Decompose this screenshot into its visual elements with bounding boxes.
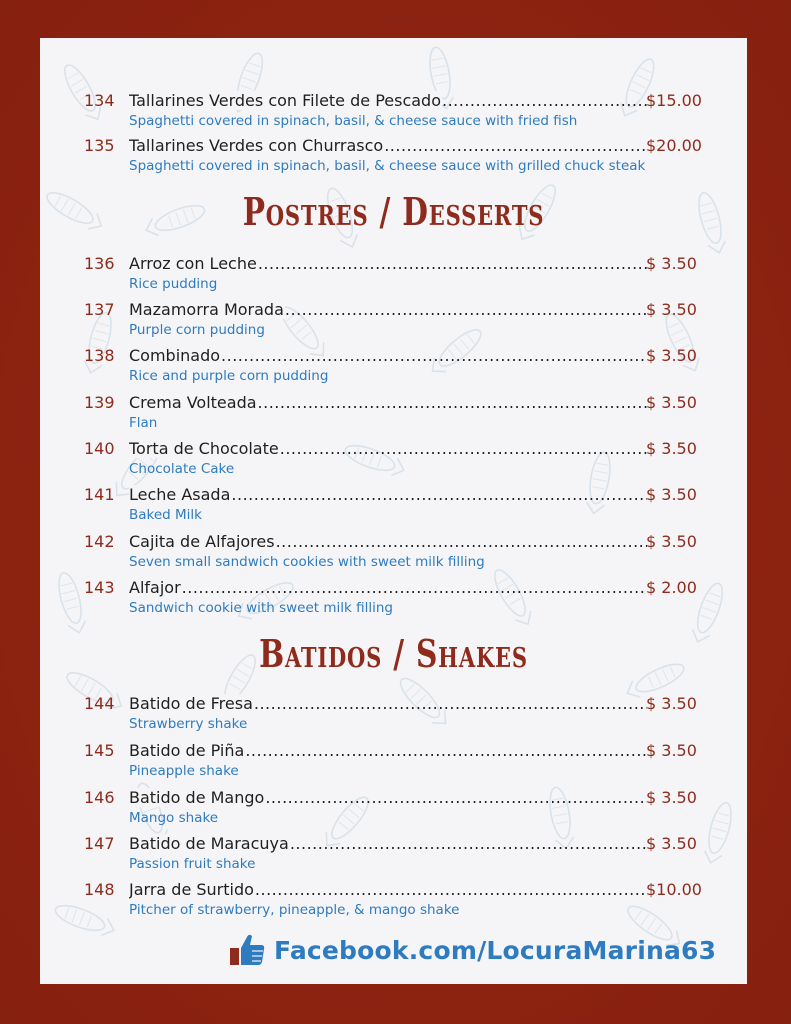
item-name-leader <box>129 880 647 900</box>
item-price: $ 2.00 <box>646 578 697 597</box>
item-number: 147 <box>84 834 115 853</box>
item-name-leader <box>129 439 647 459</box>
item-name-leader <box>129 741 647 761</box>
item-number: 139 <box>84 393 115 412</box>
item-price: $ 3.50 <box>646 694 697 713</box>
item-name-leader <box>129 578 647 598</box>
item-name-leader <box>129 346 647 366</box>
item-number: 143 <box>84 578 115 597</box>
item-name-leader <box>129 254 647 274</box>
item-number: 136 <box>84 254 115 273</box>
item-name-leader <box>129 834 647 854</box>
item-description: Flan <box>129 415 158 431</box>
section-title-shakes: Batidos / Shakes <box>259 631 528 676</box>
section-title-desserts: Postres / Desserts <box>242 189 545 234</box>
item-price: $20.00 <box>646 136 702 155</box>
item-number: 140 <box>84 439 115 458</box>
item-name-leader <box>129 485 647 505</box>
item-price: $ 3.50 <box>646 788 697 807</box>
item-name-leader <box>129 393 647 413</box>
menu-content <box>40 38 747 984</box>
item-description: Chocolate Cake <box>129 461 235 477</box>
item-name: Batido de Maracuya <box>129 834 289 853</box>
item-number: 138 <box>84 346 115 365</box>
item-description: Pineapple shake <box>129 763 239 779</box>
item-description: Purple corn pudding <box>129 322 265 338</box>
item-name: Crema Volteada <box>129 393 257 412</box>
item-name: Combinado <box>129 346 221 365</box>
item-description: Spaghetti covered in spinach, basil, & cheese sauce with fried fish <box>129 113 578 129</box>
item-name-leader <box>129 532 647 552</box>
item-name-leader <box>129 694 647 714</box>
item-price: $ 3.50 <box>646 346 697 365</box>
item-description: Strawberry shake <box>129 716 248 732</box>
item-description: Rice pudding <box>129 276 218 292</box>
item-price: $10.00 <box>646 880 702 899</box>
item-name: Alfajor <box>129 578 181 597</box>
item-price: $ 3.50 <box>646 393 697 412</box>
item-price: $ 3.50 <box>646 741 697 760</box>
item-name: Batido de Piña <box>129 741 245 760</box>
facebook-link[interactable] <box>228 930 716 970</box>
item-description: Passion fruit shake <box>129 856 256 872</box>
item-price: $ 3.50 <box>646 254 697 273</box>
thumbs-up-icon <box>228 933 266 967</box>
item-price: $ 3.50 <box>646 532 697 551</box>
item-number: 146 <box>84 788 115 807</box>
item-description: Pitcher of strawberry, pineapple, & mango shake <box>129 902 460 918</box>
item-name-leader <box>129 300 647 320</box>
item-price: $ 3.50 <box>646 485 697 504</box>
item-number: 144 <box>84 694 115 713</box>
item-name: Arroz con Leche <box>129 254 257 273</box>
item-name: Mazamorra Morada <box>129 300 284 319</box>
item-name: Torta de Chocolate <box>129 439 279 458</box>
item-name: Batido de Mango <box>129 788 265 807</box>
item-price: $15.00 <box>646 91 702 110</box>
item-number: 141 <box>84 485 115 504</box>
item-name-leader <box>129 91 647 111</box>
item-description: Spaghetti covered in spinach, basil, & cheese sauce with grilled chuck steak <box>129 158 646 174</box>
item-name-leader <box>129 788 647 808</box>
item-name: Leche Asada <box>129 485 231 504</box>
item-description: Sandwich cookie with sweet milk filling <box>129 600 393 616</box>
item-description: Seven small sandwich cookies with sweet milk filling <box>129 554 485 570</box>
item-name: Tallarines Verdes con Churrasco <box>129 136 384 155</box>
item-name: Tallarines Verdes con Filete de Pescado <box>129 91 441 110</box>
item-name: Cajita de Alfajores <box>129 532 275 551</box>
item-price: $ 3.50 <box>646 834 697 853</box>
item-name: Batido de Fresa <box>129 694 253 713</box>
item-description: Rice and purple corn pudding <box>129 368 329 384</box>
menu-page <box>40 38 747 984</box>
item-name: Jarra de Surtido <box>129 880 254 899</box>
item-number: 148 <box>84 880 115 899</box>
item-description: Mango shake <box>129 810 219 826</box>
item-price: $ 3.50 <box>646 439 697 458</box>
facebook-url[interactable]: Facebook.com/LocuraMarina63 <box>274 935 717 965</box>
item-name-leader <box>129 136 647 156</box>
item-number: 142 <box>84 532 115 551</box>
item-number: 135 <box>84 136 115 155</box>
item-number: 137 <box>84 300 115 319</box>
item-number: 145 <box>84 741 115 760</box>
item-description: Baked Milk <box>129 507 203 523</box>
item-price: $ 3.50 <box>646 300 697 319</box>
item-number: 134 <box>84 91 115 110</box>
